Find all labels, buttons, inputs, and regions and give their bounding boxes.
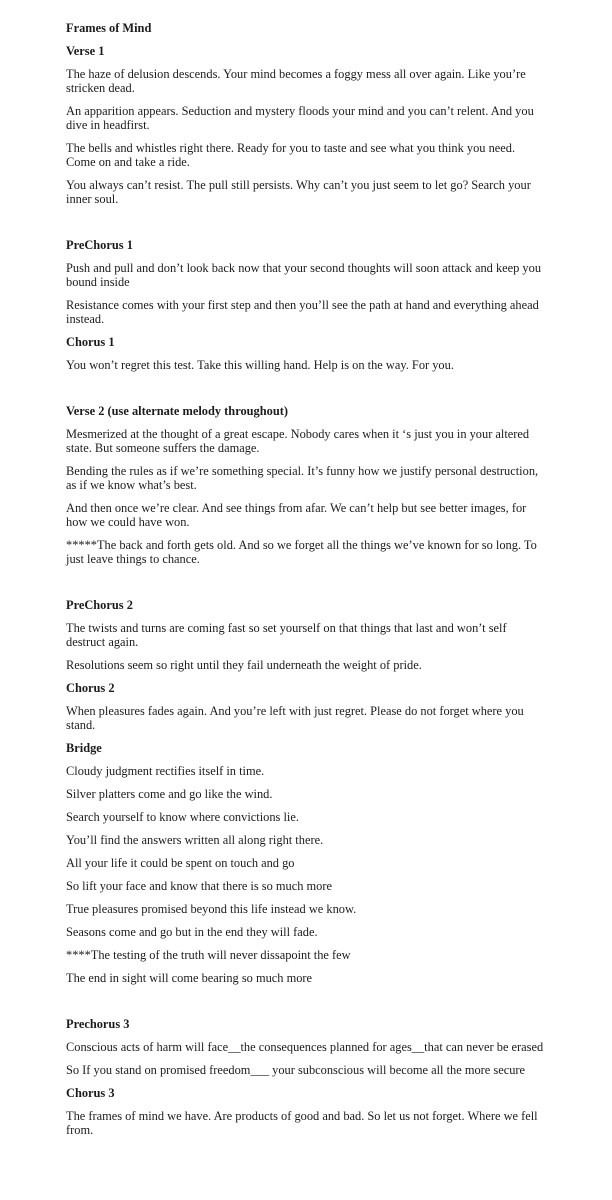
lyric-paragraph: *****The back and forth gets old. And so we forget all the things we’ve known for so long. To just leave things to chance. [66,538,537,566]
document-title: Frames of Mind [66,21,152,35]
lyric-paragraph: And then once we’re clear. And see things from afar. We can’t help but see better images, for how we could have won. [66,501,527,529]
lyric-paragraph: The end in sight will come bearing so much more [66,971,313,985]
lyric-paragraph: The bells and whistles right there. Ready for you to taste and see what you think you need. Come on and take a ride. [66,141,516,169]
section-heading: Verse 2 (use alternate melody throughout) [66,404,288,418]
lyric-paragraph: You always can’t resist. The pull still persists. Why can’t you just seem to let go? Search your inner soul. [66,178,531,206]
lyric-paragraph: When pleasures fades again. And you’re left with just regret. Please do not forget where you stand. [66,704,524,732]
lyric-paragraph: So If you stand on promised freedom___ your subconscious will become all the more secure [66,1063,526,1077]
lyric-paragraph: You won’t regret this test. Take this willing hand. Help is on the way. For you. [66,358,454,372]
section-heading: Chorus 3 [66,1086,115,1100]
lyric-paragraph: Cloudy judgment rectifies itself in time. [66,764,265,778]
lyric-paragraph: An apparition appears. Seduction and mystery floods your mind and you can’t relent. And you dive in headfirst. [66,104,534,132]
blank-line [66,575,546,598]
lyric-paragraph: Mesmerized at the thought of a great escape. Nobody cares when it ‘s just you in your altered state. But someone suffers the damage. [66,427,530,455]
section-heading: Chorus 1 [66,335,115,349]
lyric-paragraph: Silver platters come and go like the wind. [66,787,273,801]
lyric-paragraph: The twists and turns are coming fast so set yourself on that things that last and won’t self destruct again. [66,621,507,649]
lyric-paragraph: Resolutions seem so right until they fail underneath the weight of pride. [66,658,422,672]
lyric-paragraph: Search yourself to know where convictions lie. [66,810,299,824]
lyric-paragraph: Bending the rules as if we’re something special. It’s funny how we justify personal destruction, as if we know what’s best. [66,464,539,492]
lyric-paragraph: True pleasures promised beyond this life instead we know. [66,902,357,916]
section-heading: Bridge [66,741,102,755]
lyric-paragraph: The frames of mind we have. Are products of good and bad. So let us not forget. Where we fell from. [66,1109,538,1137]
section-heading: Prechorus 3 [66,1017,130,1031]
lyric-paragraph: Seasons come and go but in the end they will fade. [66,925,318,939]
blank-line [66,381,546,404]
lyric-paragraph: All your life it could be spent on touch and go [66,856,295,870]
lyric-paragraph: ****The testing of the truth will never dissapoint the few [66,948,351,962]
sections [66,44,546,1137]
section-heading: PreChorus 2 [66,598,133,612]
lyric-paragraph: Resistance comes with your first step and then you’ll see the path at hand and everything ahead instead. [66,298,539,326]
lyric-paragraph: You’ll find the answers written all along right there. [66,833,324,847]
blank-line [66,215,546,238]
section-heading: Chorus 2 [66,681,115,695]
lyric-paragraph: So lift your face and know that there is so much more [66,879,332,893]
lyric-paragraph: The haze of delusion descends. Your mind becomes a foggy mess all over again. Like you’re stricken dead. [66,67,526,95]
section-heading: Verse 1 [66,44,105,58]
section-heading: PreChorus 1 [66,238,133,252]
lyric-paragraph: Push and pull and don’t look back now that your second thoughts will soon attack and keep you bound inside [66,261,542,289]
lyric-paragraph: Conscious acts of harm will face__the consequences planned for ages__that can never be erased [66,1040,544,1054]
blank-line [66,994,546,1017]
